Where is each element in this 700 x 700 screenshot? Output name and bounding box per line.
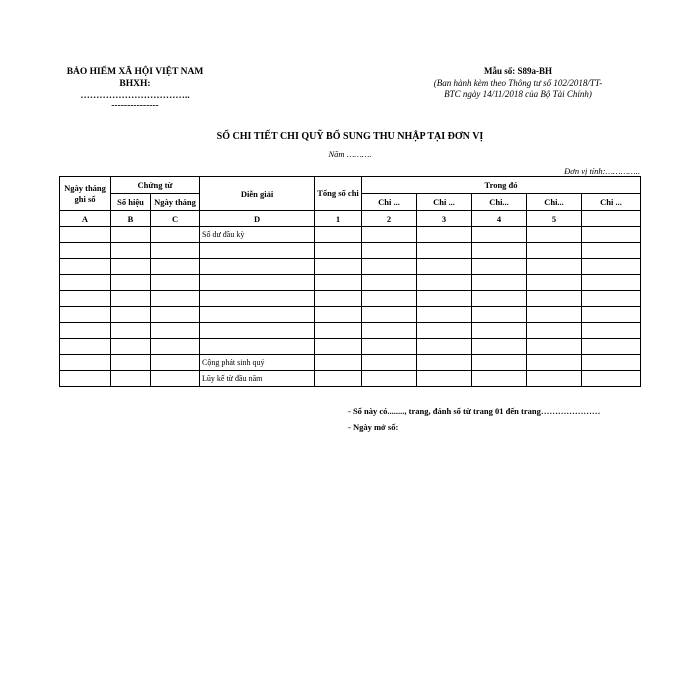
table-cell xyxy=(472,291,527,307)
table-cell xyxy=(417,243,472,259)
table-row xyxy=(60,275,641,291)
table-cell xyxy=(472,307,527,323)
table-cell xyxy=(151,227,200,243)
table-cell xyxy=(151,339,200,355)
table-cell xyxy=(582,371,641,387)
col-date-header: Ngày tháng ghi sổ xyxy=(60,177,111,211)
table-cell xyxy=(582,355,641,371)
table-cell xyxy=(472,227,527,243)
table-cell xyxy=(362,291,417,307)
table-cell xyxy=(111,323,151,339)
table-cell xyxy=(527,275,582,291)
row-description xyxy=(200,275,315,291)
table-cell xyxy=(111,243,151,259)
table-cell xyxy=(527,243,582,259)
row-description: Cộng phát sinh quý xyxy=(200,355,315,371)
col-desc-header: Diễn giải xyxy=(200,177,315,211)
table-cell xyxy=(527,291,582,307)
table-row xyxy=(60,307,641,323)
table-cell xyxy=(472,371,527,387)
table-cell xyxy=(417,355,472,371)
notes-page-count: - Sổ này có........, trang, đánh số từ trang 01 đến trang………………… xyxy=(348,406,601,416)
table-cell xyxy=(315,291,362,307)
column-letter: 5 xyxy=(527,211,582,227)
table-cell xyxy=(111,355,151,371)
col-voucher-no-header: Số hiệu xyxy=(111,194,151,211)
table-cell xyxy=(417,323,472,339)
column-letter: 4 xyxy=(472,211,527,227)
table-cell xyxy=(417,307,472,323)
column-letter: D xyxy=(200,211,315,227)
table-cell xyxy=(111,259,151,275)
col-breakdown-header: Trong đó xyxy=(362,177,641,194)
table-row xyxy=(60,291,641,307)
sub-col-header: Chi ... xyxy=(582,194,641,211)
table-cell xyxy=(582,291,641,307)
table-row xyxy=(60,339,641,355)
unit-label: BHXH: xyxy=(119,79,151,89)
unit-dots: …………………………….. xyxy=(80,91,190,101)
column-letter: 2 xyxy=(362,211,417,227)
table-cell xyxy=(527,307,582,323)
table-cell xyxy=(527,371,582,387)
column-letter-row xyxy=(60,211,641,227)
table-cell xyxy=(111,291,151,307)
table-row xyxy=(60,355,641,371)
table-cell xyxy=(60,339,111,355)
year-line: Năm ………. xyxy=(328,149,372,159)
table-cell xyxy=(362,243,417,259)
table-cell xyxy=(60,243,111,259)
table-cell xyxy=(315,307,362,323)
table-cell xyxy=(315,275,362,291)
table-cell xyxy=(527,323,582,339)
table-cell xyxy=(582,243,641,259)
sub-col-header: Chi... xyxy=(472,194,527,211)
table-cell xyxy=(362,259,417,275)
table-cell xyxy=(472,259,527,275)
table-cell xyxy=(151,323,200,339)
col-voucher-header: Chứng từ xyxy=(111,177,200,194)
table-cell xyxy=(362,339,417,355)
table-row xyxy=(60,259,641,275)
table-cell xyxy=(151,259,200,275)
table-row xyxy=(60,323,641,339)
table-cell xyxy=(151,243,200,259)
table-cell xyxy=(151,371,200,387)
column-letter: 1 xyxy=(315,211,362,227)
table-cell xyxy=(151,275,200,291)
table-cell xyxy=(472,355,527,371)
table-cell xyxy=(582,339,641,355)
row-description: Lũy kế từ đầu năm xyxy=(200,371,315,387)
table-cell xyxy=(315,339,362,355)
header-left xyxy=(55,66,215,110)
row-description: Số dư đầu kỳ xyxy=(200,227,315,243)
table-cell xyxy=(417,275,472,291)
table-cell xyxy=(527,339,582,355)
dash-line: --------------- xyxy=(111,101,159,111)
notes-open-date: - Ngày mở sổ: xyxy=(348,422,399,432)
issued-line-1: (Ban hành kèm theo Thông tư số 102/2018/TT- xyxy=(433,77,603,88)
ledger-table xyxy=(59,176,641,387)
table-cell xyxy=(315,323,362,339)
table-cell xyxy=(362,371,417,387)
table-cell xyxy=(60,291,111,307)
table-cell xyxy=(417,259,472,275)
document-title: SỔ CHI TIẾT CHI QUỸ BỔ SUNG THU NHẬP TẠI ĐƠN VỊ xyxy=(216,131,484,142)
row-description xyxy=(200,291,315,307)
table-cell xyxy=(60,275,111,291)
table-cell xyxy=(315,259,362,275)
table-row xyxy=(60,227,641,243)
unit-line: Đơn vị tính:………….. xyxy=(564,166,640,176)
row-description xyxy=(200,259,315,275)
form-code: Mẫu số: S89a-BH xyxy=(483,66,552,76)
table-cell xyxy=(417,291,472,307)
table-cell xyxy=(60,323,111,339)
table-cell xyxy=(582,275,641,291)
table-cell xyxy=(527,355,582,371)
column-letter: 3 xyxy=(417,211,472,227)
table-cell xyxy=(111,275,151,291)
table-cell xyxy=(472,275,527,291)
col-voucher-date-header: Ngày tháng xyxy=(151,194,200,211)
table-cell xyxy=(472,339,527,355)
table-cell xyxy=(60,307,111,323)
table-cell xyxy=(362,227,417,243)
row-description xyxy=(200,243,315,259)
table-cell xyxy=(60,371,111,387)
column-letter xyxy=(582,211,641,227)
table-cell xyxy=(60,227,111,243)
table-cell xyxy=(582,259,641,275)
table-cell xyxy=(315,371,362,387)
table-cell xyxy=(417,227,472,243)
table-cell xyxy=(362,355,417,371)
table-cell xyxy=(582,323,641,339)
table-cell xyxy=(151,355,200,371)
sub-col-header: Chi ... xyxy=(417,194,472,211)
table-cell xyxy=(151,307,200,323)
table-cell xyxy=(111,307,151,323)
table-cell xyxy=(111,371,151,387)
agency-name: BẢO HIỂM XÃ HỘI VIỆT NAM xyxy=(66,67,204,77)
table-cell xyxy=(417,339,472,355)
notes xyxy=(348,403,600,435)
table-cell xyxy=(582,227,641,243)
table-cell xyxy=(362,307,417,323)
table-cell xyxy=(60,259,111,275)
table-cell xyxy=(362,275,417,291)
header-right xyxy=(418,66,618,101)
table-row xyxy=(60,371,641,387)
table-cell xyxy=(111,339,151,355)
table-cell xyxy=(315,227,362,243)
table-cell xyxy=(315,355,362,371)
column-letter: C xyxy=(151,211,200,227)
table-cell xyxy=(582,307,641,323)
col-total-header: Tổng số chi xyxy=(315,177,362,211)
table-cell xyxy=(315,243,362,259)
table-cell xyxy=(472,243,527,259)
column-letter: B xyxy=(111,211,151,227)
column-letter: A xyxy=(60,211,111,227)
row-description xyxy=(200,307,315,323)
issued-line-2: BTC ngày 14/11/2018 của Bộ Tài Chính) xyxy=(444,89,592,99)
table-cell xyxy=(111,227,151,243)
table-cell xyxy=(472,323,527,339)
row-description xyxy=(200,339,315,355)
table-cell xyxy=(527,227,582,243)
table-cell xyxy=(151,291,200,307)
table-cell xyxy=(527,259,582,275)
table-cell xyxy=(60,355,111,371)
sub-col-header: Chi ... xyxy=(362,194,417,211)
table-cell xyxy=(362,323,417,339)
table-row xyxy=(60,243,641,259)
table-cell xyxy=(417,371,472,387)
sub-col-header: Chi... xyxy=(527,194,582,211)
row-description xyxy=(200,323,315,339)
